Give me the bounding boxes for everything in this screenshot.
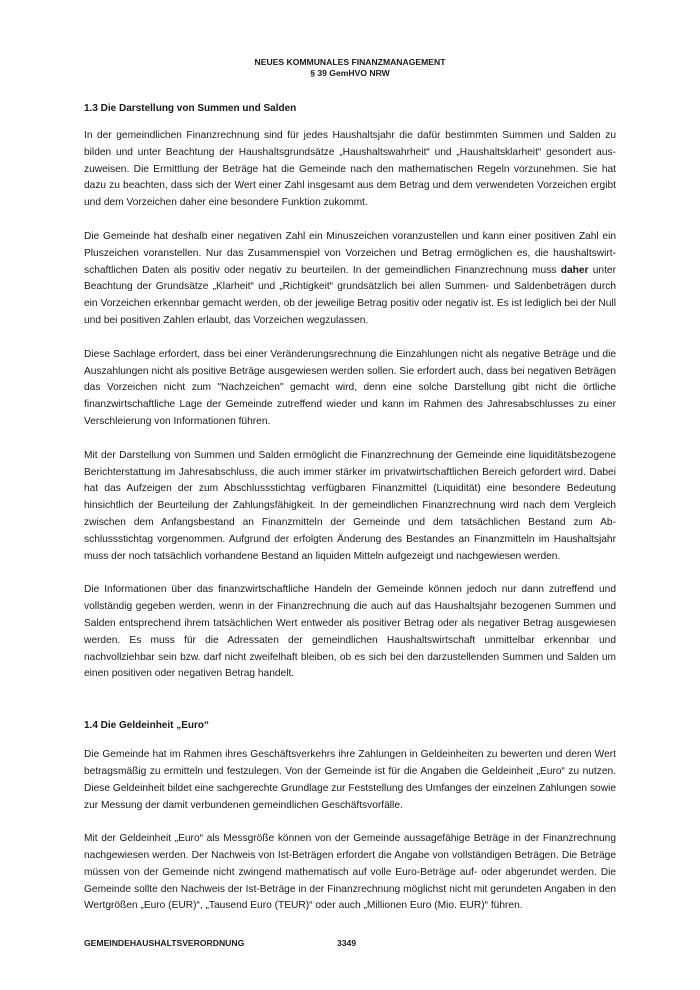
- paragraph: Mit der Darstellung von Summen und Salden ermöglicht die Finanzrechnung der Gemeinde eine liquiditätsbezogene Berichterstattung im Jahresabschluss, die auch immer stärker im privatwirtschaftlichen Bereich gefordert wird. Dabei hat das Aufzeigen der zum Abschlussstichtag verfügbaren Finanzmittel (Liquidität) eine besondere Bedeutung hinsichtlich der Beurteilung der Zahlungsfähigkeit. In der gemeindlichen Finanzrechnung wird nach dem Vergleich zwischen dem Anfangsbestand an Finanzmitteln der Gemeinde und dem tatsächlichen Bestand zum Abschlussstichtag vorgenommen. Aufgrund der erfolgten Änderung des Bestandes an Finanzmitteln im Haushaltsjahr muss der noch tatsächlich vorhandene Bestand an liquiden Mitteln aufgezeigt und nachgewiesen werden.: [84, 449, 616, 562]
- paragraph-text: Die Gemeinde hat deshalb einer negativen Zahl ein Minuszeichen voranzustellen und kann einer positiven Zahl ein Pluszeichen voranstellen. Nur das Zusammenspiel von Vorzeichen und Betrag ermöglichen es, die haushaltswirtschaftlichen Daten als positiv oder negativ zu beurteilen. In der gemeindlichen Finanzrechnung muss: [84, 230, 616, 276]
- paragraph: Diese Sachlage erfordert, dass bei einer Veränderungsrechnung die Einzahlungen nicht als negative Beträge und die Auszahlungen nicht als positive Beträge ausgewiesen werden sollen. Sie erfordert auch, dass bei negativen Beträgen das Vorzeichen nicht zum "Nachzeichen" gemacht wird, denn eine solche Darstellung gibt nicht die örtliche finanzwirtschaftliche Lage der Gemeinde zutreffend wieder und kann im Rahmen des Jahresabschlusses zu einer Verschleierung von Informationen führen.: [84, 348, 616, 427]
- paragraph: Die Informationen über das finanzwirtschaftliche Handeln der Gemeinde können jedoch nur dann zutreffend und vollständig gegeben werden, wenn in der Finanzrechnung die auch auf das Haushaltsjahr bezogenen Summen und Salden entsprechend ihrem tatsächlichen Wert entweder als positiver Betrag oder als negativer Betrag ausgewiesen werden. Es muss für die Adressaten der gemeindlichen Haushaltswirtschaft unmittelbar erkennbar und nachvollziehbar sein bzw. darf nicht zweifelhaft bleiben, ob es sich bei den darzustellenden Summen und Salden um einen positiven oder negativen Betrag handelt.: [84, 584, 616, 680]
- section-heading-1-3: 1.3 Die Darstellung von Summen und Salden: [84, 103, 297, 114]
- paragraph: Mit der Geldeinheit „Euro“ als Messgröße können von der Gemeinde aussagefähige Beträge in der Finanzrechnung nachgewiesen werden. Der Nachweis von Ist-Beträgen erfordert die Angabe von vollständigen Beträgen. Die Beträge müssen von der Gemeinde nicht zwingend mathematisch auf volle Euro-Beträge auf- oder abgerundet werden. Die Gemeinde sollte den Nachweis der Ist-Beträge in der Finanzrechnung möglichst nicht mit gerundeten Angaben in den Wertgrößen „Euro (EUR)“, „Tausend Euro (TEUR)“ oder auch „Millionen Euro (Mio. EUR)“ führen.: [84, 833, 616, 912]
- header-paragraph-ref: § 39 GemHVO NRW: [310, 67, 390, 78]
- page-header: [0, 57, 700, 78]
- paragraph-text: unter Beachtung der Grundsätze „Klarheit“ und „Richtigkeit“ grundsätzlich bei allen Summen- und Saldenbeträgen durch ein Vorzeichen erkennbar gemacht werden, ob der jeweilige Betrag positiv oder negativ ist. Es ist lediglich bei der Null und bei positiven Zahlen erlaubt, das Vorzeichen wegzulassen.: [84, 264, 616, 326]
- paragraph: In der gemeindlichen Finanzrechnung sind für jedes Haushaltsjahr die dafür bestimmten Summen und Salden zu bilden und unter Beachtung der Haushaltsgrundsätze „Haushaltswahrheit“ und „Haushaltsklarheit“ gesondert auszuweisen. Die Ermittlung der Beträge hat die Gemeinde nach den mathematischen Regeln vorzunehmen. Sie hat dazu zu beachten, dass sich der Wert einer Zahl insgesamt aus dem Betrag und dem verwendeten Vorzeichen ergibt und dem Vorzeichen daher eine besondere Funktion zukommt.: [84, 130, 616, 209]
- footer-label: GEMEINDEHAUSHALTSVERORDNUNG: [84, 938, 245, 948]
- paragraph: Die Gemeinde hat im Rahmen ihres Geschäftsverkehrs ihre Zahlungen in Geldeinheiten zu bewerten und deren Wert betragsmäßig zu ermitteln und festzulegen. Von der Gemeinde ist für die Angaben die Geldeinheit „Euro“ zu nutzen. Diese Geldeinheit bildet eine sachgerechte Grundlage zur Feststellung des Umfanges der einzelnen Zahlungen sowie zur Messung der damit verbundenen gemeindlichen Geschäftsvorfälle.: [84, 749, 616, 811]
- paragraph: [84, 229, 616, 330]
- emphasis-text: daher: [560, 264, 589, 276]
- page-number: 3349: [337, 938, 357, 948]
- page-content: [84, 102, 616, 915]
- section-heading-1-4: 1.4 Die Geldeinheit „Euro“: [84, 720, 210, 732]
- header-title: NEUES KOMMUNALES FINANZMANAGEMENT: [254, 57, 446, 67]
